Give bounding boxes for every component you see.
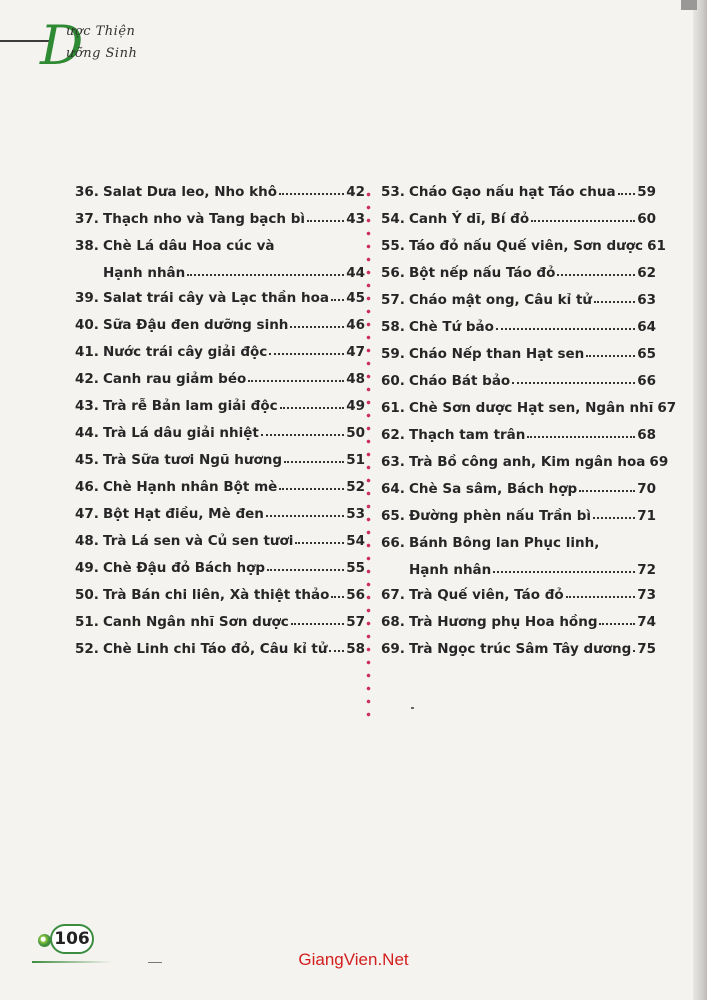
dot-leader bbox=[248, 380, 344, 382]
dot-leader bbox=[496, 328, 635, 330]
toc-entry bbox=[75, 447, 365, 474]
toc-entry-number: 46. bbox=[75, 479, 99, 495]
toc-entry bbox=[75, 393, 365, 420]
dot-leader bbox=[267, 569, 344, 571]
toc-entry-number: 42. bbox=[75, 371, 99, 387]
toc-entry-title: Trà Ngọc trúc Sâm Tây dương bbox=[409, 641, 632, 657]
toc-entry-number: 62. bbox=[381, 427, 405, 443]
toc-entry-title: Thạch nho và Tang bạch bì bbox=[103, 211, 305, 227]
dot-leader bbox=[566, 596, 636, 598]
toc-entry-title: Cháo Bát bảo bbox=[409, 373, 511, 389]
dot-leader bbox=[279, 193, 344, 195]
toc-entry-page: 52 bbox=[346, 479, 365, 495]
toc-entry-title: Canh rau giảm béo bbox=[103, 371, 247, 387]
green-dot-icon bbox=[38, 934, 51, 947]
dot-leader bbox=[599, 623, 635, 625]
toc-entry-number: 63. bbox=[381, 454, 405, 470]
toc-entry-title: Đường phèn nấu Trần bì bbox=[409, 508, 592, 524]
toc-entry-number: 40. bbox=[75, 317, 99, 333]
toc-entry-page: 67 bbox=[657, 400, 677, 416]
toc-entry-number: 49. bbox=[75, 560, 99, 576]
dotted-column-divider bbox=[366, 188, 371, 718]
toc-entry bbox=[75, 366, 365, 393]
dot-leader bbox=[493, 571, 635, 573]
dot-leader bbox=[331, 299, 344, 301]
toc-entry-number: 55. bbox=[381, 238, 405, 254]
dot-leader bbox=[512, 382, 635, 384]
dot-leader bbox=[280, 407, 345, 409]
toc-entry bbox=[75, 179, 365, 206]
toc-entry-page: 74 bbox=[637, 614, 656, 630]
toc-column-right bbox=[381, 179, 677, 663]
toc-entry-number: 57. bbox=[381, 292, 405, 308]
toc-entry bbox=[75, 609, 365, 636]
toc-entry bbox=[75, 312, 365, 339]
toc-entry-title: Salat Dưa leo, Nho khô bbox=[103, 184, 277, 200]
page-number: 106 bbox=[50, 924, 94, 954]
dot-leader bbox=[307, 220, 344, 222]
toc-entry-page: 43 bbox=[346, 211, 365, 227]
toc-entry-title: Chè Hạnh nhân Bột mè bbox=[103, 479, 278, 495]
toc-entry bbox=[381, 233, 666, 260]
toc-entry-page: 69 bbox=[649, 454, 669, 470]
toc-entry-number: 38. bbox=[75, 238, 99, 254]
toc-entry-number: 56. bbox=[381, 265, 405, 281]
toc-entry-page: 44 bbox=[346, 265, 365, 281]
toc-entry-title: Nước trái cây giải độc bbox=[103, 344, 268, 360]
toc-entry-page: 68 bbox=[637, 427, 656, 443]
toc-entry-title: Trà Bán chi liên, Xà thiệt thảo bbox=[103, 587, 330, 603]
toc-entry-page: 49 bbox=[346, 398, 365, 414]
toc-entry-title: Chè Lá dâu Hoa cúc và bbox=[103, 238, 275, 254]
toc-entry bbox=[75, 285, 365, 312]
toc-entry-title: Salat trái cây và Lạc thần hoa bbox=[103, 290, 329, 306]
toc-entry-title: Trà Lá sen và Củ sen tươi bbox=[103, 533, 294, 549]
toc-entry-title: Trà Sữa tươi Ngũ hương bbox=[103, 452, 283, 468]
toc-entry-number: 67. bbox=[381, 587, 405, 603]
toc-entry-number: 50. bbox=[75, 587, 99, 603]
toc-entry-page: 65 bbox=[637, 346, 656, 362]
toc-entry bbox=[381, 260, 656, 287]
toc-entry bbox=[75, 636, 365, 663]
toc-entry-page: 54 bbox=[346, 533, 365, 549]
toc-entry bbox=[381, 368, 656, 395]
toc-entry bbox=[75, 420, 365, 447]
logo-line-2: ưỡng Sinh bbox=[66, 46, 138, 61]
page-edge-shadow bbox=[693, 0, 707, 1000]
toc-entry-page: 45 bbox=[346, 290, 365, 306]
toc-entry-page: 57 bbox=[346, 614, 365, 630]
toc-entry-number: 58. bbox=[381, 319, 405, 335]
toc-entry-number: 45. bbox=[75, 452, 99, 468]
toc-entry-number: 65. bbox=[381, 508, 405, 524]
toc-entry bbox=[381, 206, 656, 233]
toc-entry-page: 61 bbox=[647, 238, 666, 254]
toc-entry bbox=[75, 339, 365, 366]
toc-entry-page: 63 bbox=[637, 292, 656, 308]
toc-entry-page: 60 bbox=[637, 211, 656, 227]
toc-entry bbox=[75, 206, 365, 233]
dot-leader bbox=[557, 274, 635, 276]
toc-entry-number: 60. bbox=[381, 373, 405, 389]
toc-entry-number: 66. bbox=[381, 535, 405, 551]
dot-leader bbox=[618, 193, 636, 195]
toc-entry-title: Bột nếp nấu Táo đỏ bbox=[409, 265, 556, 281]
toc-entry-page: 55 bbox=[346, 560, 365, 576]
dot-leader bbox=[290, 326, 344, 328]
toc-entry bbox=[381, 314, 656, 341]
dot-leader bbox=[261, 434, 344, 436]
toc-entry-title: Trà Hương phụ Hoa hồng bbox=[409, 614, 598, 630]
toc-column-left bbox=[75, 179, 365, 663]
toc-entry-number: 43. bbox=[75, 398, 99, 414]
logo-initial: D bbox=[40, 14, 84, 77]
toc-entry-title: Chè Sa sâm, Bách hợp bbox=[409, 481, 578, 497]
dot-leader bbox=[527, 436, 635, 438]
toc-entry-page: 51 bbox=[346, 452, 365, 468]
toc-entry-number: 36. bbox=[75, 184, 99, 200]
toc-entry-title: Hạnh nhân bbox=[409, 562, 492, 578]
toc-entry-title: Canh Ý dĩ, Bí đỏ bbox=[409, 211, 530, 227]
toc-entry bbox=[381, 582, 656, 609]
dot-leader bbox=[586, 355, 635, 357]
toc-entry bbox=[381, 530, 656, 582]
toc-entry-title: Trà rễ Bản lam giải độc bbox=[103, 398, 278, 414]
toc-entry-page: 59 bbox=[637, 184, 656, 200]
toc-entry bbox=[75, 582, 365, 609]
dot-leader bbox=[279, 488, 344, 490]
toc-entry bbox=[75, 474, 365, 501]
toc-entry bbox=[381, 476, 656, 503]
toc-entry-number: 44. bbox=[75, 425, 99, 441]
toc-entry-title: Bánh Bông lan Phục linh, bbox=[409, 535, 600, 551]
toc-entry-page: 72 bbox=[637, 562, 656, 578]
dot-leader bbox=[269, 353, 344, 355]
toc-entry-number: 47. bbox=[75, 506, 99, 522]
dot-leader bbox=[187, 274, 344, 276]
toc-entry-title: Thạch tam trân bbox=[409, 427, 526, 443]
toc-entry-number: 68. bbox=[381, 614, 405, 630]
toc-entry-number: 64. bbox=[381, 481, 405, 497]
toc-entry bbox=[381, 287, 656, 314]
toc-entry-title: Chè Sơn dược Hạt sen, Ngân nhĩ bbox=[409, 400, 654, 416]
toc-entry-title: Hạnh nhân bbox=[103, 265, 186, 281]
dot-leader bbox=[291, 623, 344, 625]
logo-line-1: ược Thiện bbox=[66, 24, 136, 39]
toc-entry-title: Trà Lá dâu giải nhiệt bbox=[103, 425, 259, 441]
toc-entry-title: Sữa Đậu đen dưỡng sinh bbox=[103, 317, 289, 333]
toc-entry-number: 51. bbox=[75, 614, 99, 630]
toc-entry-page: 42 bbox=[346, 184, 365, 200]
toc-entry-title: Canh Ngân nhĩ Sơn dược bbox=[103, 614, 289, 630]
toc-entry-number: 37. bbox=[75, 211, 99, 227]
toc-entry-page: 73 bbox=[637, 587, 656, 603]
toc-entry bbox=[381, 395, 677, 422]
toc-entry-title: Chè Tứ bảo bbox=[409, 319, 494, 335]
toc-entry bbox=[381, 449, 669, 476]
toc-entry bbox=[381, 179, 656, 206]
toc-entry-page: 50 bbox=[346, 425, 365, 441]
toc-entry-number: 52. bbox=[75, 641, 99, 657]
dot-leader bbox=[594, 301, 635, 303]
dot-leader bbox=[266, 515, 344, 517]
toc-entry bbox=[381, 636, 656, 663]
toc-entry-page: 53 bbox=[346, 506, 365, 522]
toc-entry-title: Cháo Gạo nấu hạt Táo chua bbox=[409, 184, 616, 200]
toc-entry bbox=[75, 555, 365, 582]
toc-entry bbox=[381, 609, 656, 636]
toc-entry-title: Táo đỏ nấu Quế viên, Sơn dược bbox=[409, 238, 644, 254]
toc-entry-number: 53. bbox=[381, 184, 405, 200]
toc-entry-page: 62 bbox=[637, 265, 656, 281]
toc-entry-title: Trà Bồ công anh, Kim ngân hoa bbox=[409, 454, 646, 470]
toc-entry bbox=[381, 341, 656, 368]
toc-entry-page: 70 bbox=[637, 481, 656, 497]
toc-entry-page: 71 bbox=[637, 508, 656, 524]
toc-entry-title: Chè Linh chi Táo đỏ, Câu kỉ tử bbox=[103, 641, 328, 657]
dot-leader bbox=[593, 517, 635, 519]
toc-entry-number: 41. bbox=[75, 344, 99, 360]
binding-mark bbox=[681, 0, 697, 10]
toc-entry-page: 75 bbox=[637, 641, 656, 657]
dot-leader bbox=[531, 220, 635, 222]
dot-leader bbox=[633, 650, 635, 652]
dot-leader bbox=[284, 461, 344, 463]
toc-entry bbox=[75, 501, 365, 528]
toc-entry-title: Cháo Nếp than Hạt sen bbox=[409, 346, 585, 362]
toc-entry-number: 48. bbox=[75, 533, 99, 549]
toc-entry bbox=[381, 422, 656, 449]
toc-entry-number: 59. bbox=[381, 346, 405, 362]
watermark-text: GiangVien.Net bbox=[298, 950, 409, 969]
toc-entry-page: 56 bbox=[346, 587, 365, 603]
toc-entry-page: 58 bbox=[346, 641, 365, 657]
dot-leader bbox=[331, 596, 344, 598]
toc-entry-title: Bột Hạt điều, Mè đen bbox=[103, 506, 264, 522]
toc-entry-number: 39. bbox=[75, 290, 99, 306]
toc-entry bbox=[381, 503, 656, 530]
toc-entry-page: 64 bbox=[637, 319, 656, 335]
toc-entry-title: Cháo mật ong, Câu kỉ tử bbox=[409, 292, 593, 308]
toc-entry-page: 47 bbox=[346, 344, 365, 360]
toc-entry-page: 48 bbox=[346, 371, 365, 387]
print-speck bbox=[411, 707, 414, 709]
toc-entry-page: 66 bbox=[637, 373, 656, 389]
dot-leader bbox=[295, 542, 344, 544]
toc-entry-number: 54. bbox=[381, 211, 405, 227]
toc-entry-number: 61. bbox=[381, 400, 405, 416]
toc-entry bbox=[75, 528, 365, 555]
toc-entry-number: 69. bbox=[381, 641, 405, 657]
toc-entry bbox=[75, 233, 365, 285]
dot-leader bbox=[329, 650, 344, 652]
dot-leader bbox=[579, 490, 635, 492]
toc-entry-title: Trà Quế viên, Táo đỏ bbox=[409, 587, 564, 603]
toc-entry-title: Chè Đậu đỏ Bách hợp bbox=[103, 560, 266, 576]
toc-entry-page: 46 bbox=[346, 317, 365, 333]
